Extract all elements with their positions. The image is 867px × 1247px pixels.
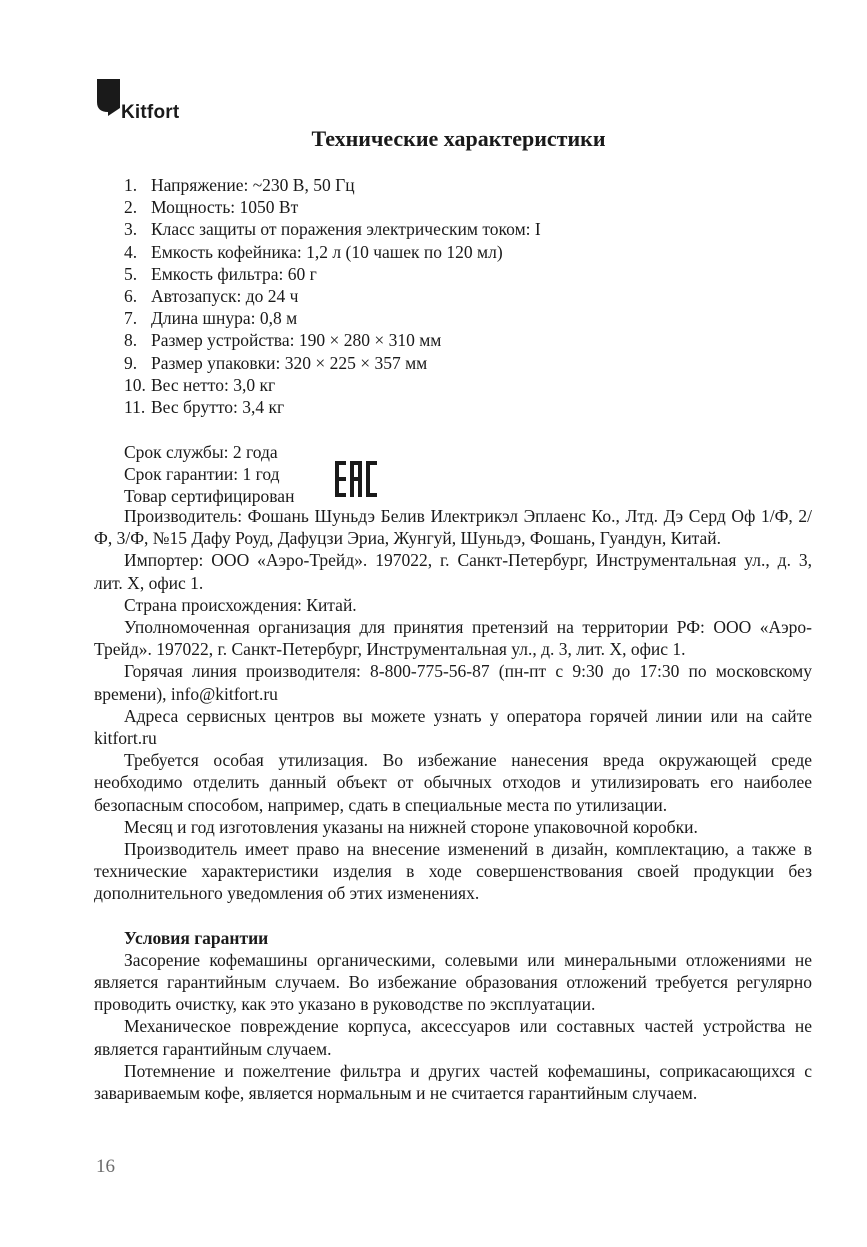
origin-paragraph: Страна происхождения: Китай.: [124, 594, 357, 615]
kitfort-mark-icon: [96, 78, 122, 126]
warranty-meta: [124, 441, 294, 508]
authorized-paragraph: Уполномоченная организация для принятия претензий на территории РФ: ООО «Аэро-Трейд». 197022, г. Санкт-Петербург, Инструментальная ул., д. 3, лит. Х, офис 1.: [94, 617, 812, 660]
spec-item: 2. Мощность: 1050 Вт: [124, 197, 299, 218]
manufacturer-paragraph: Производитель: Фошань Шуньдэ Белив Илектрикэл Эплаенс Ко., Лтд. Дэ Серд Оф 1/Ф, 2/Ф, 3/Ф, №15 Дафу Роуд, Дафуцзи Эриа, Жунгуй, Шуньдэ, Фошань, Гуандун, Китай.: [94, 506, 812, 549]
spacer: [94, 905, 812, 927]
page-number: 16: [96, 1156, 115, 1177]
warranty-paragraph: Потемнение и пожелтение фильтра и других частей кофемашины, соприкасающихся с завариваемым кофе, является нормальным и не считается гарантийным случаем.: [94, 1060, 812, 1104]
importer-paragraph: Импортер: ООО «Аэро-Трейд». 197022, г. Санкт-Петербург, Инструментальная ул., д. 3, лит. Х, офис 1.: [94, 550, 812, 593]
spec-item: 10. Вес нетто: 3,0 кг: [124, 374, 276, 395]
disposal-paragraph: Требуется особая утилизация. Во избежание нанесения вреда окружающей среде необходимо отделить данный объект от обычных отходов и утилизировать его наиболее безопасным способом, например, сдать в специальные места по утилизации.: [94, 750, 812, 815]
warranty-heading: Условия гарантии: [124, 927, 269, 948]
spec-item: 9. Размер упаковки: 320 × 225 × 357 мм: [124, 352, 428, 373]
warranty-paragraph: Механическое повреждение корпуса, аксессуаров или составных частей устройства не является гарантийным случаем.: [94, 1016, 812, 1059]
spec-item: 5. Емкость фильтра: 60 г: [124, 263, 317, 284]
spec-item: 7. Длина шнура: 0,8 м: [124, 308, 298, 329]
warranty-paragraph: Засорение кофемашины органическими, солевыми или минеральными отложениями не является гарантийным случаем. Во избежание образования отложений требуется регулярно проводить очистку, как это указано в руководстве по эксплуатации.: [94, 949, 812, 1015]
brand-name: Kitfort: [121, 102, 180, 123]
spec-item: 4. Емкость кофейника: 1,2 л (10 чашек по 120 мл): [124, 241, 503, 262]
spec-item: 6. Автозапуск: до 24 ч: [124, 286, 299, 307]
eac-certification-icon: [334, 460, 378, 498]
hotline-paragraph: Горячая линия производителя: 8-800-775-56-87 (пн-пт с 9:30 до 17:30 по московскому времени), info@kitfort.ru: [94, 661, 812, 704]
spec-list: [124, 174, 541, 418]
spec-item: 11. Вес брутто: 3,4 кг: [124, 397, 285, 418]
warranty-period: Срок гарантии: 1 год: [124, 464, 280, 485]
certified-label: Товар сертифицирован: [124, 486, 295, 507]
spec-item: 3. Класс защиты от поражения электрическим током: I: [124, 219, 541, 240]
spec-item: 1. Напряжение: ~230 В, 50 Гц: [124, 175, 355, 195]
production-date-paragraph: Месяц и год изготовления указаны на нижней стороне упаковочной коробки.: [124, 816, 698, 837]
service-life: Срок службы: 2 года: [124, 442, 278, 462]
page-title: Технические характеристики: [311, 126, 606, 151]
changes-paragraph: Производитель имеет право на внесение изменений в дизайн, комплектацию, а также в технические характеристики изделия в ходе совершенствования своей продукции без дополнительного уведомления об этих изменениях.: [94, 839, 812, 904]
legal-text: [94, 505, 812, 1104]
spec-item: 8. Размер устройства: 190 × 280 × 310 мм: [124, 330, 442, 351]
service-centers-paragraph: Адреса сервисных центров вы можете узнать у оператора горячей линии или на сайте kitfort.ru: [94, 705, 812, 749]
